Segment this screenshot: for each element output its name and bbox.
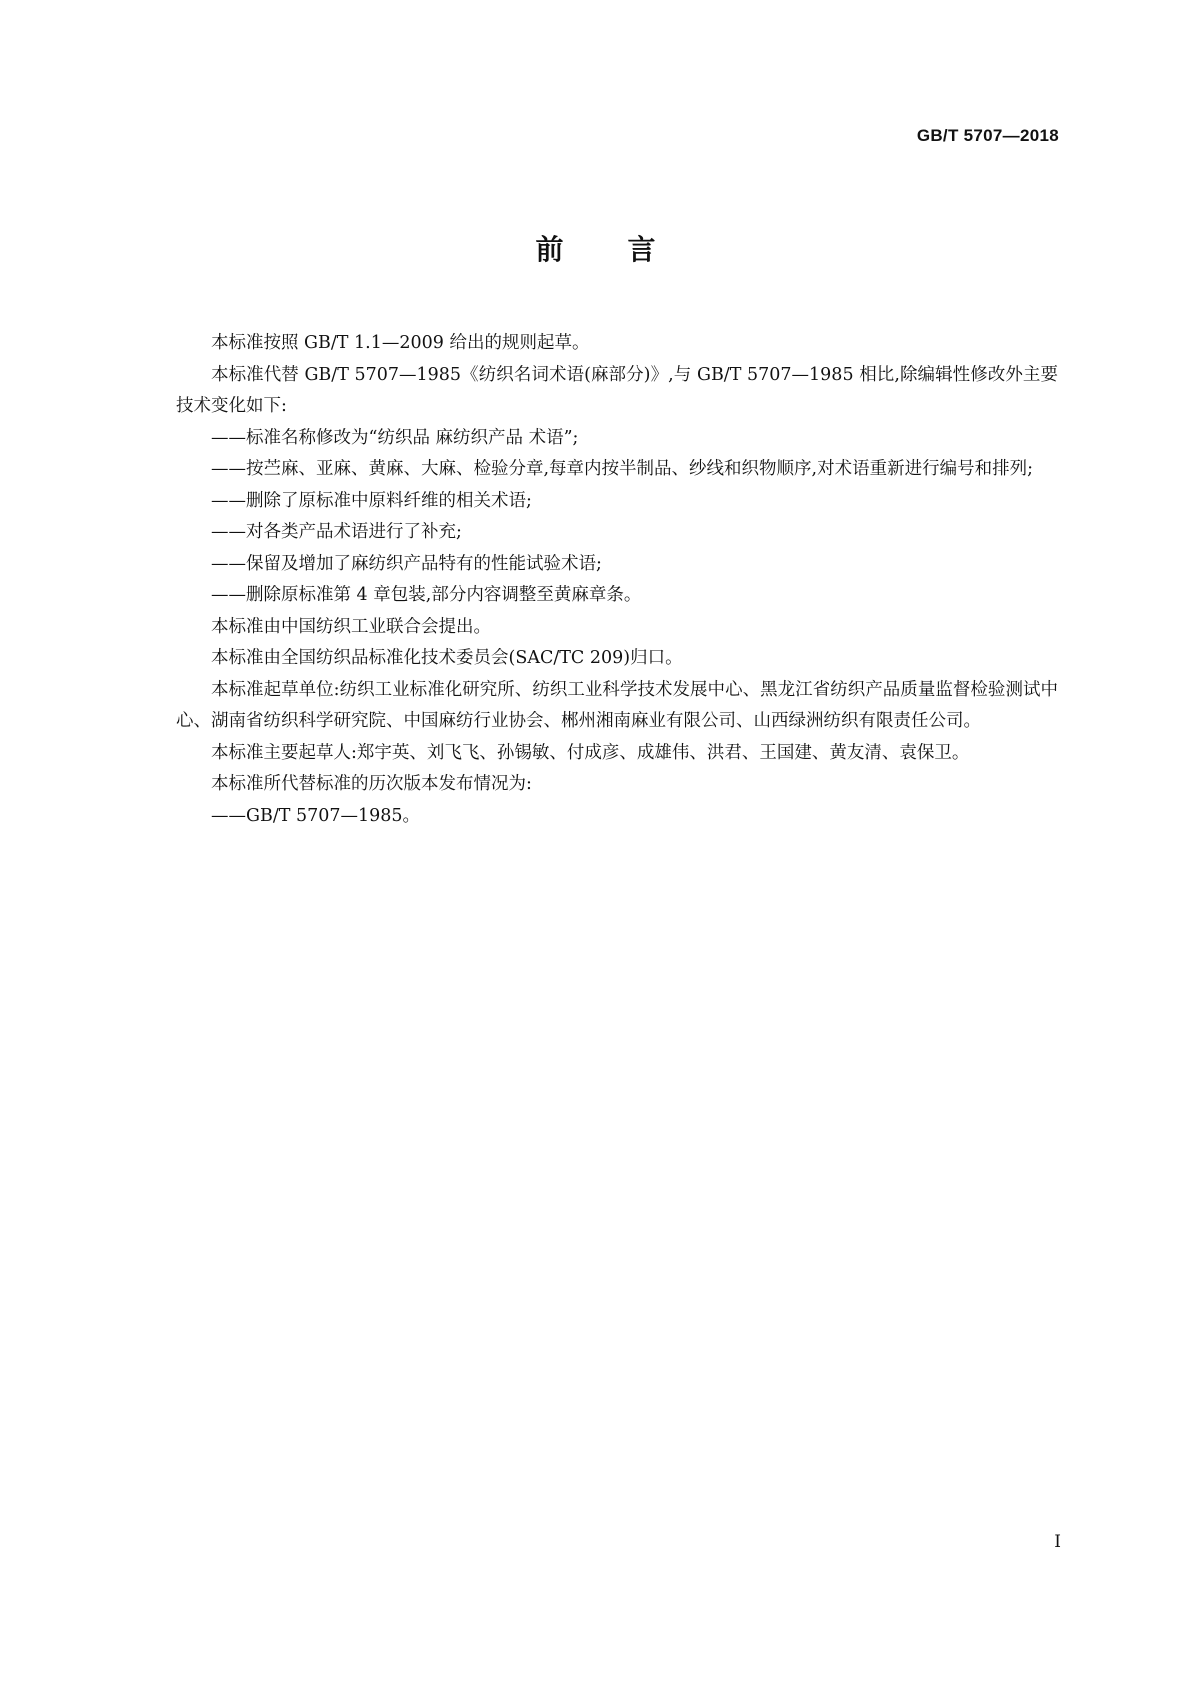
- paragraph: 本标准代替 GB/T 5707—1985《纺织名词术语(麻部分)》,与 GB/T 5707—1985 相比,除编辑性修改外主要技术变化如下:: [176, 364, 1058, 416]
- paragraph: 本标准按照 GB/T 1.1—2009 给出的规则起草。: [211, 333, 590, 353]
- standard-number: GB/T 5707—2018: [916, 126, 1059, 145]
- list-item: ——删除原标准第 4 章包装,部分内容调整至黄麻章条。: [211, 585, 642, 605]
- paragraph: 本标准主要起草人:郑宇英、刘飞飞、孙锡敏、付成彦、成雄伟、洪君、王国建、黄友清、袁保卫。: [211, 742, 970, 763]
- list-item: ——按苎麻、亚麻、黄麻、大麻、检验分章,每章内按半制品、纱线和织物顺序,对术语重新进行编号和排列;: [211, 459, 1034, 479]
- paragraph: 本标准起草单位:纺织工业标准化研究所、纺织工业科学技术发展中心、黑龙江省纺织产品质量监督检验测试中心、湖南省纺织科学研究院、中国麻纺行业协会、郴州湘南麻业有限公司、山西绿洲纺织有限责任公司。: [176, 679, 1058, 731]
- paragraph: 本标准由全国纺织品标准化技术委员会(SAC/TC 209)归口。: [211, 648, 683, 668]
- list-item: ——标准名称修改为“纺织品 麻纺织产品 术语”;: [211, 427, 579, 448]
- foreword-body: [176, 328, 1058, 832]
- list-item: ——保留及增加了麻纺织产品特有的性能试验术语;: [211, 553, 602, 574]
- page-number: I: [1054, 1532, 1061, 1552]
- list-item: ——对各类产品术语进行了补充;: [211, 522, 462, 542]
- page-title: 前言: [535, 233, 720, 266]
- list-item: ——GB/T 5707—1985。: [211, 805, 421, 826]
- paragraph: 本标准所代替标准的历次版本发布情况为:: [211, 774, 532, 794]
- paragraph: 本标准由中国纺织工业联合会提出。: [211, 616, 491, 637]
- list-item: ——删除了原标准中原料纤维的相关术语;: [211, 490, 532, 511]
